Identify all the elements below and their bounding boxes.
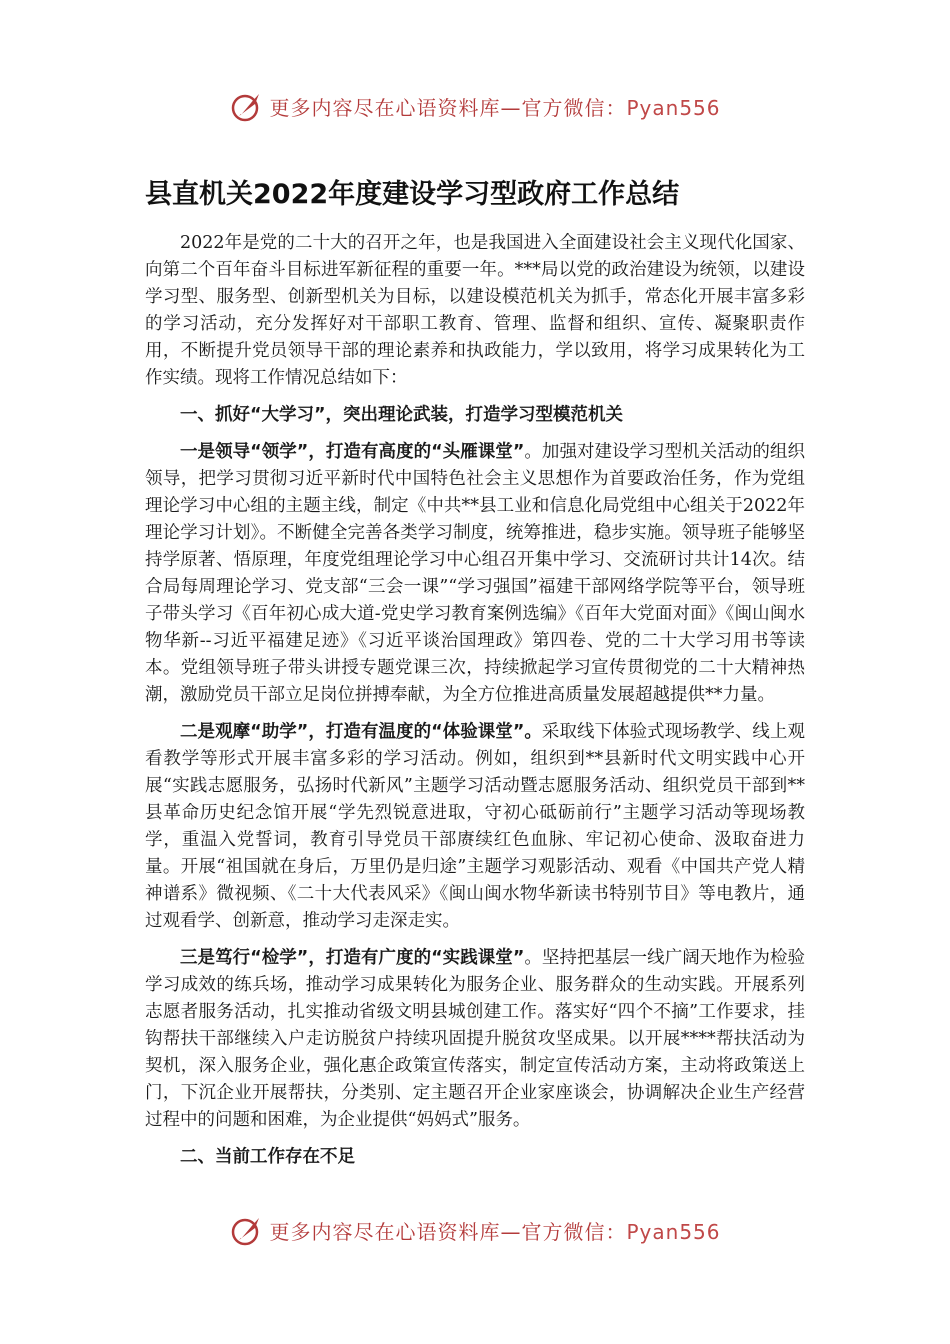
document-body	[145, 230, 805, 1181]
watermark-banner-top	[0, 86, 950, 126]
paragraph-lead: 一是领导“领学”，打造有高度的“头雁课堂”	[180, 442, 525, 462]
paragraph-body: 。加强对建设学习型机关活动的组织领导，把学习贯彻习近平新时代中国特色社会主义思想作为首要政治任务，作为党组理论学习中心组的主题主线，制定《中共**县工业和信息化局党组中心组关于2022年理论学习计划》。不断健全完善各类学习制度，统筹推进，稳步实施。领导班子能够坚持学原著、悟原理，年度党组理论学习中心组召开集中学习、交流研讨共计14次。结合局每周理论学习、党支部“三会一课”“学习强国”福建干部网络学院等平台，领导班子带头学习《百年初心成大道-党史学习教育案例选编》《百年大党面对面》《闽山闽水物华新--习近平福建足迹》《习近平谈治国理政》第四卷、党的二十大学习用书等读本。党组领导班子带头讲授专题党课三次，持续掀起学习宣传贯彻党的二十大精神热潮，激励党员干部立足岗位拼搏奉献，为全方位推进高质量发展超越提供**力量。	[145, 442, 806, 705]
paragraph-observe-study	[145, 719, 805, 935]
paragraph-lead: 三是笃行“检学”，打造有广度的“实践课堂”	[180, 948, 525, 968]
paragraph-body: 采取线下体验式现场教学、线上观看教学等形式开展丰富多彩的学习活动。例如，组织到**县新时代文明实践中心开展“实践志愿服务，弘扬时代新风”主题学习活动暨志愿服务活动、组织党员干部到**县革命历史纪念馆开展“学先烈锐意进取，守初心砥砺前行”主题学习活动等现场教学，重温入党誓词，教育引导党员干部赓续红色血脉、牢记初心使命、汲取奋进力量。开展“祖国就在身后，万里仍是归途”主题学习观影活动、观看《中国共产党人精神谱系》微视频、《二十大代表风采》《闽山闽水物华新读书特别节目》等电教片，通过观看学、创新意，推动学习走深走实。	[145, 722, 805, 931]
paragraph-practice-study	[145, 945, 805, 1134]
watermark-banner-bottom	[0, 1210, 950, 1250]
intro-paragraph: 2022年是党的二十大的召开之年，也是我国进入全面建设社会主义现代化国家、向第二个百年奋斗目标进军新征程的重要一年。***局以党的政治建设为统领，以建设学习型、服务型、创新型机关为目标，以建设模范机关为抓手，常态化开展丰富多彩的学习活动，充分发挥好对干部职工教育、管理、监督和组织、宣传、凝聚职责作用，不断提升党员领导干部的理论素养和执政能力，学以致用，将学习成果转化为工作实绩。现将工作情况总结如下：	[145, 233, 805, 388]
document-title: 县直机关2022年度建设学习型政府工作总结	[145, 179, 680, 210]
watermark-text: 更多内容尽在心语资料库—官方微信：Pyan556	[269, 95, 721, 120]
section-heading-1: 一、抓好“大学习”，突出理论武装，打造学习型模范机关	[180, 405, 624, 425]
quill-logo-icon	[229, 1212, 265, 1248]
paragraph-lead: 二是观摩“助学”，打造有温度的“体验课堂”。	[180, 722, 542, 742]
quill-logo-icon	[229, 88, 265, 124]
paragraph-body: 。坚持把基层一线广阔天地作为检验学习成效的练兵场，推动学习成果转化为服务企业、服务群众的生动实践。开展系列志愿者服务活动，扎实推动省级文明县城创建工作。落实好“四个不摘”工作要求，挂钩帮扶干部继续入户走访脱贫户持续巩固提升脱贫攻坚成果。以开展****帮扶活动为契机，深入服务企业，强化惠企政策宣传落实，制定宣传活动方案，主动将政策送上门，下沉企业开展帮扶，分类别、定主题召开企业家座谈会，协调解决企业生产经营过程中的问题和困难，为企业提供“妈妈式”服务。	[145, 948, 806, 1130]
section-heading-2: 二、当前工作存在不足	[180, 1147, 355, 1167]
paragraph-lead-study	[145, 439, 805, 709]
watermark-text: 更多内容尽在心语资料库—官方微信：Pyan556	[269, 1219, 721, 1244]
